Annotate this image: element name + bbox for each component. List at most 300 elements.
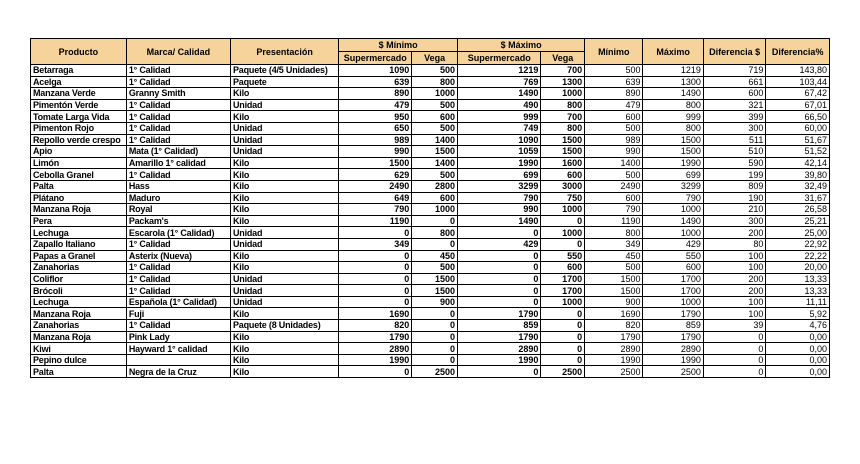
cell-minimo[interactable]: 349 [585,238,643,250]
cell-min-supermercado[interactable]: 0 [339,366,412,378]
cell-maximo[interactable]: 2890 [643,343,703,355]
cell-producto[interactable]: Zapallo Italiano [31,238,127,250]
cell-min-vega[interactable]: 600 [412,111,458,123]
cell-max-vega[interactable]: 1700 [541,285,585,297]
cell-min-supermercado[interactable]: 0 [339,273,412,285]
cell-presentacion[interactable]: Kilo [230,169,338,181]
cell-min-supermercado[interactable]: 650 [339,122,412,134]
cell-diferencia-pct[interactable]: 26,58 [766,204,830,216]
cell-min-vega[interactable]: 500 [412,169,458,181]
cell-presentacion[interactable]: Unidad [230,285,338,297]
cell-presentacion[interactable]: Unidad [230,227,338,239]
cell-marca[interactable]: Fuji [126,308,230,320]
cell-producto[interactable]: Manzana Roja [31,308,127,320]
cell-producto[interactable]: Coliflor [31,273,127,285]
cell-diferencia-pct[interactable]: 31,67 [766,192,830,204]
cell-presentacion[interactable]: Unidad [230,122,338,134]
cell-maximo[interactable]: 1990 [643,354,703,366]
cell-marca[interactable]: 1° Calidad [126,134,230,146]
cell-minimo[interactable]: 2490 [585,180,643,192]
header-maximo[interactable]: Máximo [643,39,703,65]
cell-minimo[interactable]: 890 [585,88,643,100]
cell-marca[interactable]: Mata (1° Calidad) [126,146,230,158]
cell-max-vega[interactable]: 1000 [541,296,585,308]
cell-max-vega[interactable]: 800 [541,99,585,111]
cell-max-supermercado[interactable]: 1090 [458,134,541,146]
cell-diferencia[interactable]: 300 [703,122,766,134]
cell-diferencia-pct[interactable]: 25,21 [766,215,830,227]
cell-presentacion[interactable]: Kilo [230,204,338,216]
cell-producto[interactable]: Palta [31,180,127,192]
cell-minimo[interactable]: 639 [585,76,643,88]
cell-max-supermercado[interactable]: 749 [458,122,541,134]
cell-maximo[interactable]: 1000 [643,227,703,239]
cell-maximo[interactable]: 800 [643,122,703,134]
cell-marca[interactable]: Royal [126,204,230,216]
cell-diferencia[interactable]: 719 [703,65,766,77]
cell-minimo[interactable]: 1190 [585,215,643,227]
cell-presentacion[interactable]: Kilo [230,262,338,274]
cell-max-supermercado[interactable]: 1490 [458,88,541,100]
cell-producto[interactable]: Acelga [31,76,127,88]
cell-presentacion[interactable]: Kilo [230,192,338,204]
cell-min-supermercado[interactable]: 629 [339,169,412,181]
cell-min-supermercado[interactable]: 990 [339,146,412,158]
cell-diferencia-pct[interactable]: 13,33 [766,273,830,285]
cell-max-vega[interactable]: 750 [541,192,585,204]
cell-min-supermercado[interactable]: 649 [339,192,412,204]
cell-min-vega[interactable]: 2800 [412,180,458,192]
cell-diferencia-pct[interactable]: 0,00 [766,354,830,366]
header-min-group[interactable]: $ Mínimo [339,39,458,52]
cell-minimo[interactable]: 2500 [585,366,643,378]
cell-max-vega[interactable]: 1700 [541,273,585,285]
cell-min-vega[interactable]: 500 [412,99,458,111]
cell-minimo[interactable]: 900 [585,296,643,308]
cell-max-supermercado[interactable]: 1219 [458,65,541,77]
cell-min-supermercado[interactable]: 820 [339,320,412,332]
cell-max-vega[interactable]: 1000 [541,227,585,239]
cell-min-vega[interactable]: 500 [412,122,458,134]
cell-max-supermercado[interactable]: 790 [458,192,541,204]
cell-producto[interactable]: Zanahorias [31,262,127,274]
cell-marca[interactable]: 1° Calidad [126,99,230,111]
header-min-supermercado[interactable]: Supermercado [339,52,412,65]
cell-presentacion[interactable]: Unidad [230,99,338,111]
cell-min-supermercado[interactable]: 1090 [339,65,412,77]
header-min-vega[interactable]: Vega [412,52,458,65]
cell-diferencia[interactable]: 809 [703,180,766,192]
cell-min-vega[interactable]: 0 [412,331,458,343]
header-max-group[interactable]: $ Máximo [458,39,585,52]
cell-max-vega[interactable]: 700 [541,65,585,77]
cell-marca[interactable]: 1° Calidad [126,262,230,274]
cell-maximo[interactable]: 1500 [643,134,703,146]
cell-diferencia-pct[interactable]: 103,44 [766,76,830,88]
cell-presentacion[interactable]: Unidad [230,273,338,285]
cell-minimo[interactable]: 500 [585,262,643,274]
cell-minimo[interactable]: 600 [585,192,643,204]
cell-min-vega[interactable]: 500 [412,262,458,274]
cell-min-vega[interactable]: 1000 [412,88,458,100]
cell-marca[interactable]: 1° Calidad [126,273,230,285]
cell-min-supermercado[interactable]: 1990 [339,354,412,366]
cell-presentacion[interactable]: Kilo [230,111,338,123]
header-marca[interactable]: Marca/ Calidad [126,39,230,65]
cell-diferencia-pct[interactable]: 51,67 [766,134,830,146]
cell-max-supermercado[interactable]: 0 [458,285,541,297]
cell-diferencia-pct[interactable]: 66,50 [766,111,830,123]
cell-min-supermercado[interactable]: 1500 [339,157,412,169]
cell-minimo[interactable]: 500 [585,169,643,181]
cell-marca[interactable]: Negra de la Cruz [126,366,230,378]
cell-max-vega[interactable]: 1300 [541,76,585,88]
cell-marca[interactable]: Amarillo 1° calidad [126,157,230,169]
cell-diferencia-pct[interactable]: 11,11 [766,296,830,308]
cell-minimo[interactable]: 820 [585,320,643,332]
cell-presentacion[interactable]: Kilo [230,331,338,343]
cell-max-vega[interactable]: 1000 [541,88,585,100]
header-max-supermercado[interactable]: Supermercado [458,52,541,65]
cell-maximo[interactable]: 859 [643,320,703,332]
cell-producto[interactable]: Cebolla Granel [31,169,127,181]
cell-presentacion[interactable]: Kilo [230,308,338,320]
cell-diferencia[interactable]: 100 [703,308,766,320]
cell-diferencia[interactable]: 0 [703,354,766,366]
cell-marca[interactable]: Hass [126,180,230,192]
cell-min-supermercado[interactable]: 0 [339,296,412,308]
cell-producto[interactable]: Pimentón Verde [31,99,127,111]
cell-max-vega[interactable]: 0 [541,354,585,366]
cell-maximo[interactable]: 790 [643,192,703,204]
cell-minimo[interactable]: 1500 [585,273,643,285]
cell-max-vega[interactable]: 1000 [541,204,585,216]
cell-min-vega[interactable]: 800 [412,76,458,88]
header-diferencia[interactable]: Diferencia $ [703,39,766,65]
cell-maximo[interactable]: 1700 [643,273,703,285]
cell-diferencia-pct[interactable]: 51,52 [766,146,830,158]
cell-diferencia-pct[interactable]: 67,01 [766,99,830,111]
cell-diferencia-pct[interactable]: 0,00 [766,366,830,378]
cell-diferencia-pct[interactable]: 22,92 [766,238,830,250]
cell-presentacion[interactable]: Paquete [230,76,338,88]
cell-max-supermercado[interactable]: 1990 [458,354,541,366]
cell-presentacion[interactable]: Kilo [230,180,338,192]
cell-max-vega[interactable]: 600 [541,262,585,274]
cell-max-supermercado[interactable]: 0 [458,250,541,262]
cell-producto[interactable]: Lechuga [31,296,127,308]
cell-diferencia-pct[interactable]: 39,80 [766,169,830,181]
cell-max-supermercado[interactable]: 490 [458,99,541,111]
cell-producto[interactable]: Tomate Larga Vida [31,111,127,123]
cell-producto[interactable]: Manzana Roja [31,204,127,216]
cell-minimo[interactable]: 1790 [585,331,643,343]
cell-max-vega[interactable]: 0 [541,215,585,227]
cell-maximo[interactable]: 1790 [643,331,703,343]
cell-producto[interactable]: Plátano [31,192,127,204]
cell-marca[interactable]: Hayward 1° calidad [126,343,230,355]
cell-min-vega[interactable]: 0 [412,354,458,366]
cell-diferencia-pct[interactable]: 5,92 [766,308,830,320]
cell-maximo[interactable]: 1219 [643,65,703,77]
cell-minimo[interactable]: 1690 [585,308,643,320]
cell-diferencia[interactable]: 200 [703,227,766,239]
cell-diferencia-pct[interactable]: 42,14 [766,157,830,169]
cell-marca[interactable]: Asterix (Nueva) [126,250,230,262]
cell-producto[interactable]: Pera [31,215,127,227]
cell-producto[interactable]: Zanahorias [31,320,127,332]
header-presentacion[interactable]: Presentación [230,39,338,65]
cell-max-supermercado[interactable]: 0 [458,262,541,274]
cell-max-vega[interactable]: 0 [541,320,585,332]
cell-presentacion[interactable]: Kilo [230,366,338,378]
header-minimo[interactable]: Mínimo [585,39,643,65]
cell-diferencia-pct[interactable]: 143,80 [766,65,830,77]
cell-max-supermercado[interactable]: 1790 [458,308,541,320]
cell-max-vega[interactable]: 800 [541,122,585,134]
cell-marca[interactable]: 1° Calidad [126,65,230,77]
cell-min-vega[interactable]: 1500 [412,273,458,285]
cell-diferencia[interactable]: 511 [703,134,766,146]
header-max-vega[interactable]: Vega [541,52,585,65]
cell-producto[interactable]: Papas a Granel [31,250,127,262]
cell-maximo[interactable]: 800 [643,99,703,111]
cell-diferencia[interactable]: 100 [703,250,766,262]
cell-maximo[interactable]: 1700 [643,285,703,297]
cell-diferencia[interactable]: 80 [703,238,766,250]
cell-diferencia-pct[interactable]: 0,00 [766,343,830,355]
cell-presentacion[interactable]: Paquete (4/5 Unidades) [230,65,338,77]
cell-min-supermercado[interactable]: 1190 [339,215,412,227]
cell-min-supermercado[interactable]: 0 [339,285,412,297]
cell-diferencia[interactable]: 200 [703,285,766,297]
cell-diferencia[interactable]: 200 [703,273,766,285]
cell-min-vega[interactable]: 0 [412,343,458,355]
cell-max-vega[interactable]: 700 [541,111,585,123]
cell-minimo[interactable]: 790 [585,204,643,216]
cell-max-supermercado[interactable]: 2890 [458,343,541,355]
cell-min-vega[interactable]: 450 [412,250,458,262]
cell-diferencia[interactable]: 199 [703,169,766,181]
cell-maximo[interactable]: 1000 [643,204,703,216]
cell-maximo[interactable]: 3299 [643,180,703,192]
cell-max-supermercado[interactable]: 990 [458,204,541,216]
cell-max-supermercado[interactable]: 3299 [458,180,541,192]
cell-min-vega[interactable]: 600 [412,192,458,204]
cell-producto[interactable]: Limón [31,157,127,169]
cell-producto[interactable]: Kiwi [31,343,127,355]
cell-maximo[interactable]: 699 [643,169,703,181]
cell-diferencia[interactable]: 661 [703,76,766,88]
cell-maximo[interactable]: 1500 [643,146,703,158]
cell-maximo[interactable]: 550 [643,250,703,262]
cell-diferencia[interactable]: 39 [703,320,766,332]
cell-diferencia-pct[interactable]: 0,00 [766,331,830,343]
cell-diferencia[interactable]: 300 [703,215,766,227]
cell-min-supermercado[interactable]: 989 [339,134,412,146]
cell-producto[interactable]: Manzana Verde [31,88,127,100]
cell-min-vega[interactable]: 0 [412,308,458,320]
cell-min-supermercado[interactable]: 2490 [339,180,412,192]
cell-diferencia[interactable]: 190 [703,192,766,204]
cell-max-supermercado[interactable]: 1059 [458,146,541,158]
cell-min-vega[interactable]: 2500 [412,366,458,378]
cell-presentacion[interactable]: Kilo [230,250,338,262]
cell-marca[interactable]: 1° Calidad [126,238,230,250]
cell-marca[interactable]: Española (1° Calidad) [126,296,230,308]
cell-max-supermercado[interactable]: 1790 [458,331,541,343]
cell-maximo[interactable]: 1790 [643,308,703,320]
cell-min-vega[interactable]: 1500 [412,285,458,297]
cell-max-vega[interactable]: 550 [541,250,585,262]
cell-min-supermercado[interactable]: 890 [339,88,412,100]
cell-max-supermercado[interactable]: 769 [458,76,541,88]
cell-producto[interactable]: Repollo verde crespo [31,134,127,146]
cell-presentacion[interactable]: Kilo [230,215,338,227]
cell-marca[interactable]: Escarola (1° Calidad) [126,227,230,239]
cell-max-supermercado[interactable]: 699 [458,169,541,181]
cell-max-vega[interactable]: 0 [541,331,585,343]
cell-minimo[interactable]: 989 [585,134,643,146]
cell-min-supermercado[interactable]: 790 [339,204,412,216]
cell-diferencia[interactable]: 600 [703,88,766,100]
cell-min-supermercado[interactable]: 639 [339,76,412,88]
cell-max-supermercado[interactable]: 429 [458,238,541,250]
cell-producto[interactable]: Pimenton Rojo [31,122,127,134]
cell-presentacion[interactable]: Paquete (8 Unidades) [230,320,338,332]
cell-producto[interactable]: Pepino dulce [31,354,127,366]
cell-marca[interactable]: 1° Calidad [126,169,230,181]
cell-maximo[interactable]: 2500 [643,366,703,378]
cell-producto[interactable]: Brócoli [31,285,127,297]
cell-diferencia[interactable]: 0 [703,331,766,343]
cell-min-supermercado[interactable]: 349 [339,238,412,250]
cell-maximo[interactable]: 1490 [643,215,703,227]
cell-minimo[interactable]: 990 [585,146,643,158]
cell-min-supermercado[interactable]: 950 [339,111,412,123]
cell-marca[interactable]: 1° Calidad [126,111,230,123]
cell-producto[interactable]: Manzana Roja [31,331,127,343]
cell-marca[interactable]: Maduro [126,192,230,204]
cell-min-vega[interactable]: 0 [412,320,458,332]
cell-diferencia-pct[interactable]: 20,00 [766,262,830,274]
cell-min-supermercado[interactable]: 479 [339,99,412,111]
cell-marca[interactable]: 1° Calidad [126,285,230,297]
cell-maximo[interactable]: 999 [643,111,703,123]
cell-min-vega[interactable]: 500 [412,65,458,77]
cell-producto[interactable]: Lechuga [31,227,127,239]
cell-presentacion[interactable]: Unidad [230,146,338,158]
cell-max-supermercado[interactable]: 0 [458,273,541,285]
cell-min-supermercado[interactable]: 0 [339,262,412,274]
cell-presentacion[interactable]: Kilo [230,343,338,355]
cell-min-vega[interactable]: 0 [412,238,458,250]
cell-diferencia-pct[interactable]: 4,76 [766,320,830,332]
cell-maximo[interactable]: 1300 [643,76,703,88]
cell-max-vega[interactable]: 3000 [541,180,585,192]
cell-min-vega[interactable]: 800 [412,227,458,239]
cell-diferencia[interactable]: 321 [703,99,766,111]
cell-producto[interactable]: Apio [31,146,127,158]
cell-min-vega[interactable]: 900 [412,296,458,308]
cell-marca[interactable]: Granny Smith [126,88,230,100]
cell-marca[interactable]: 1° Calidad [126,76,230,88]
cell-minimo[interactable]: 450 [585,250,643,262]
cell-marca[interactable] [126,354,230,366]
cell-max-supermercado[interactable]: 0 [458,296,541,308]
cell-minimo[interactable]: 1990 [585,354,643,366]
cell-marca[interactable]: Pink Lady [126,331,230,343]
cell-max-vega[interactable]: 1500 [541,146,585,158]
cell-minimo[interactable]: 500 [585,122,643,134]
cell-maximo[interactable]: 1490 [643,88,703,100]
cell-min-vega[interactable]: 1400 [412,157,458,169]
cell-max-supermercado[interactable]: 859 [458,320,541,332]
cell-max-supermercado[interactable]: 1490 [458,215,541,227]
cell-min-vega[interactable]: 1000 [412,204,458,216]
cell-max-supermercado[interactable]: 0 [458,366,541,378]
cell-diferencia[interactable]: 0 [703,366,766,378]
cell-minimo[interactable]: 800 [585,227,643,239]
cell-diferencia[interactable]: 100 [703,296,766,308]
header-producto[interactable]: Producto [31,39,127,65]
cell-max-vega[interactable]: 2500 [541,366,585,378]
cell-minimo[interactable]: 600 [585,111,643,123]
cell-minimo[interactable]: 500 [585,65,643,77]
cell-presentacion[interactable]: Kilo [230,88,338,100]
cell-marca[interactable]: 1° Calidad [126,320,230,332]
cell-presentacion[interactable]: Kilo [230,354,338,366]
cell-diferencia-pct[interactable]: 22,22 [766,250,830,262]
cell-maximo[interactable]: 1000 [643,296,703,308]
cell-max-supermercado[interactable]: 0 [458,227,541,239]
cell-presentacion[interactable]: Unidad [230,296,338,308]
cell-max-supermercado[interactable]: 1990 [458,157,541,169]
cell-max-vega[interactable]: 600 [541,169,585,181]
cell-diferencia-pct[interactable]: 67,42 [766,88,830,100]
cell-producto[interactable]: Palta [31,366,127,378]
cell-presentacion[interactable]: Unidad [230,134,338,146]
header-diferencia-pct[interactable]: Diferencia% [766,39,830,65]
cell-presentacion[interactable]: Unidad [230,238,338,250]
cell-diferencia[interactable]: 0 [703,343,766,355]
cell-maximo[interactable]: 1990 [643,157,703,169]
cell-diferencia-pct[interactable]: 60,00 [766,122,830,134]
cell-presentacion[interactable]: Kilo [230,157,338,169]
cell-minimo[interactable]: 479 [585,99,643,111]
cell-marca[interactable]: 1° Calidad [126,122,230,134]
cell-minimo[interactable]: 1400 [585,157,643,169]
cell-max-vega[interactable]: 1600 [541,157,585,169]
cell-max-vega[interactable]: 0 [541,343,585,355]
cell-maximo[interactable]: 600 [643,262,703,274]
cell-min-vega[interactable]: 1500 [412,146,458,158]
cell-diferencia[interactable]: 210 [703,204,766,216]
cell-min-supermercado[interactable]: 0 [339,227,412,239]
cell-max-vega[interactable]: 1500 [541,134,585,146]
cell-min-vega[interactable]: 0 [412,215,458,227]
cell-producto[interactable]: Betarraga [31,65,127,77]
cell-max-vega[interactable]: 0 [541,238,585,250]
cell-minimo[interactable]: 2890 [585,343,643,355]
cell-diferencia-pct[interactable]: 25,00 [766,227,830,239]
cell-min-vega[interactable]: 1400 [412,134,458,146]
cell-diferencia[interactable]: 399 [703,111,766,123]
cell-maximo[interactable]: 429 [643,238,703,250]
cell-min-supermercado[interactable]: 0 [339,250,412,262]
cell-max-vega[interactable]: 0 [541,308,585,320]
cell-min-supermercado[interactable]: 1790 [339,331,412,343]
